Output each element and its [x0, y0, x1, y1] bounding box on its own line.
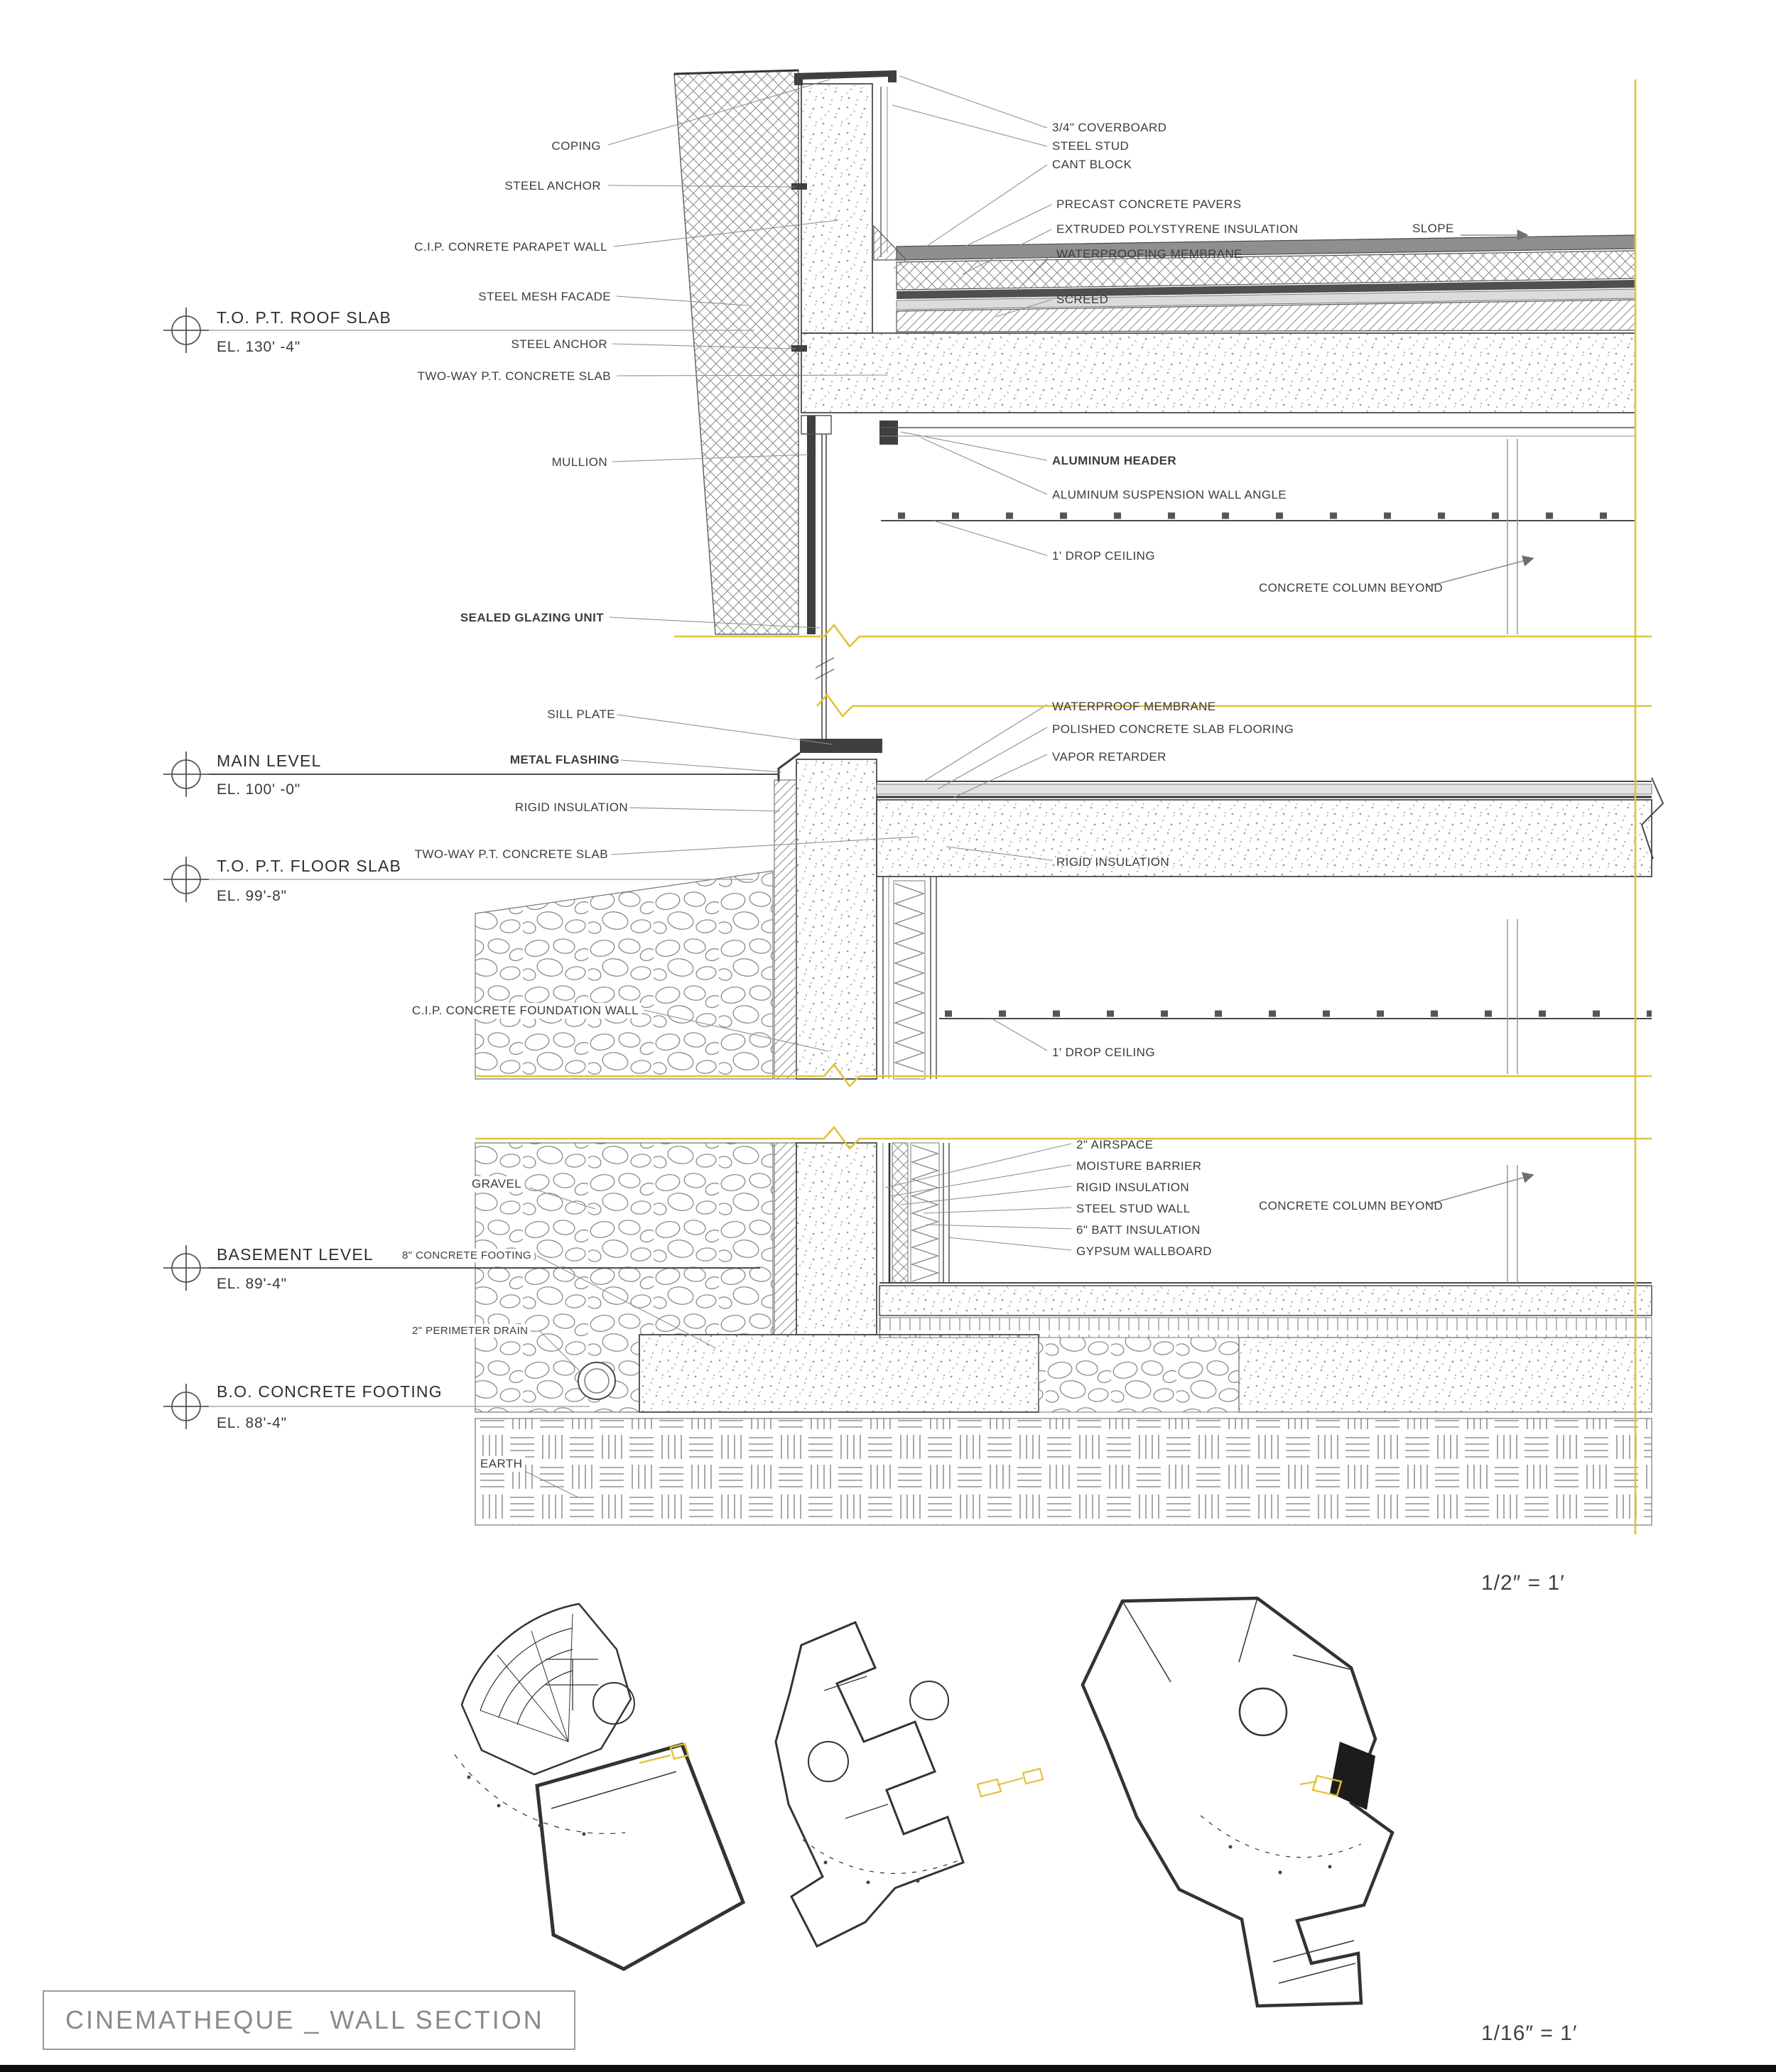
polished-concrete-finish [877, 784, 1652, 794]
label-concrete-footing: 8" CONCRETE FOOTING [399, 1249, 534, 1262]
label-concrete-column-beyond-roof: CONCRETE COLUMN BEYOND [1259, 581, 1444, 595]
plan-scale-note: 1/16″ = 1′ [1481, 2022, 1578, 2045]
sill-plate-shape [800, 739, 882, 753]
level-name-main: MAIN LEVEL [217, 752, 322, 770]
drawing-title: CINEMATHEQUE _ WALL SECTION [65, 2005, 544, 2034]
level-elevation-main: EL. 100' -0" [217, 781, 300, 798]
basement-slab [879, 1286, 1652, 1316]
floor-slab [877, 800, 1652, 877]
label-precast-pavers: PRECAST CONCRETE PAVERS [1056, 197, 1242, 211]
label-steel-anchor-1: STEEL ANCHOR [504, 179, 601, 192]
basement-detail [475, 1143, 1652, 1525]
main-level-detail [475, 739, 1663, 1079]
label-waterproofing-membrane: WATERPROOFING MEMBRANE [1056, 247, 1242, 261]
rigid-insulation-basement-shape [892, 1143, 908, 1283]
rigid-insulation-strip-basement [774, 1143, 796, 1335]
label-two-way-pt-slab-roof: TWO-WAY P.T. CONCRETE SLAB [417, 369, 611, 383]
label-gypsum-wallboard: GYPSUM WALLBOARD [1076, 1244, 1212, 1258]
level-name-floor-slab: T.O. P.T. FLOOR SLAB [217, 857, 402, 875]
title-block [43, 1990, 575, 2050]
label-drop-ceiling-roof: 1' DROP CEILING [1052, 549, 1155, 563]
datum-markers [163, 308, 209, 1429]
label-gravel: GRAVEL [469, 1176, 524, 1192]
level-name-bo-footing: B.O. CONCRETE FOOTING [217, 1382, 443, 1401]
label-coping: COPING [551, 139, 601, 153]
roof-slab [801, 333, 1635, 413]
label-steel-stud-wall: STEEL STUD WALL [1076, 1202, 1191, 1215]
parapet-concrete [801, 84, 872, 333]
key-plan-2 [776, 1622, 1043, 1946]
level-elevation-basement: EL. 89'-4" [217, 1276, 287, 1292]
label-steel-mesh-facade: STEEL MESH FACADE [478, 290, 611, 303]
label-two-way-pt-slab-main: TWO-WAY P.T. CONCRETE SLAB [414, 847, 608, 861]
label-aluminum-header: ALUMINUM HEADER [1052, 454, 1177, 467]
earth-hatch [475, 1419, 1652, 1525]
label-steel-anchor-2: STEEL ANCHOR [511, 337, 607, 351]
label-cant-block: CANT BLOCK [1052, 158, 1132, 171]
cant-block-shape [874, 226, 906, 260]
steel-mesh-facade-shape [674, 70, 798, 634]
key-plan-1 [455, 1604, 743, 1969]
label-vapor-retarder: VAPOR RETARDER [1052, 750, 1166, 764]
coping-cap [794, 70, 897, 85]
roof-detail [674, 70, 1635, 739]
level-name-basement: BASEMENT LEVEL [217, 1245, 374, 1264]
aluminum-header-shape [879, 421, 898, 445]
label-slope: SLOPE [1412, 222, 1454, 235]
label-aluminum-suspension-angle: ALUMINUM SUSPENSION WALL ANGLE [1052, 488, 1287, 501]
label-screed: SCREED [1056, 293, 1109, 306]
label-drop-ceiling-main: 1' DROP CEILING [1052, 1046, 1155, 1059]
level-elevation-roof-slab: EL. 130' -4" [217, 339, 300, 355]
label-airspace: 2" AIRSPACE [1076, 1138, 1154, 1151]
concrete-footing [639, 1335, 1039, 1412]
label-metal-flashing: METAL FLASHING [509, 753, 619, 766]
label-earth: EARTH [477, 1456, 525, 1472]
label-waterproof-membrane: WATERPROOF MEMBRANE [1052, 700, 1216, 713]
label-rigid-insulation-basement: RIGID INSULATION [1076, 1181, 1190, 1194]
label-sill-plate: SILL PLATE [547, 707, 615, 721]
label-cip-parapet-wall: C.I.P. CONRETE PARAPET WALL [414, 240, 607, 254]
level-elevation-floor-slab: EL. 99'-8" [217, 888, 287, 904]
rigid-insulation-strip-main [774, 780, 796, 1079]
label-coverboard: 3/4" COVERBOARD [1052, 121, 1167, 134]
batt-insulation-main [895, 884, 924, 1072]
level-name-roof-slab: T.O. P.T. ROOF SLAB [217, 308, 392, 327]
plan-highlight-wedge [1330, 1742, 1375, 1810]
label-rigid-insulation-main-right: RIGID INSULATION [1056, 855, 1170, 869]
basement-wall [796, 1143, 877, 1335]
label-sealed-glazing-unit: SEALED GLAZING UNIT [460, 611, 604, 624]
label-perimeter-drain: 2" PERIMETER DRAIN [409, 1324, 531, 1338]
label-concrete-column-beyond-basement: CONCRETE COLUMN BEYOND [1259, 1199, 1444, 1213]
foundation-wall [796, 759, 877, 1079]
section-scale-note: 1/2″ = 1′ [1481, 1571, 1565, 1595]
label-steel-stud: STEEL STUD [1052, 139, 1130, 153]
label-moisture-barrier: MOISTURE BARRIER [1076, 1159, 1202, 1173]
rubble-backfill-main [475, 871, 773, 1079]
perimeter-drain-pipe [578, 1362, 615, 1399]
label-cip-foundation-wall: C.I.P. CONCRETE FOUNDATION WALL [409, 1003, 641, 1019]
label-batt-insulation: 6" BATT INSULATION [1076, 1223, 1201, 1237]
level-elevation-bo-footing: EL. 88'-4" [217, 1415, 287, 1431]
mullion-shape [807, 416, 816, 634]
label-xps-insulation: EXTRUDED POLYSTYRENE INSULATION [1056, 222, 1299, 236]
label-rigid-insulation-main-left: RIGID INSULATION [514, 801, 628, 814]
label-polished-concrete-flooring: POLISHED CONCRETE SLAB FLOORING [1052, 722, 1294, 736]
key-plan-3 [1083, 1598, 1392, 2006]
label-mullion: MULLION [551, 455, 607, 469]
bottom-edge-bar [0, 2065, 1776, 2072]
